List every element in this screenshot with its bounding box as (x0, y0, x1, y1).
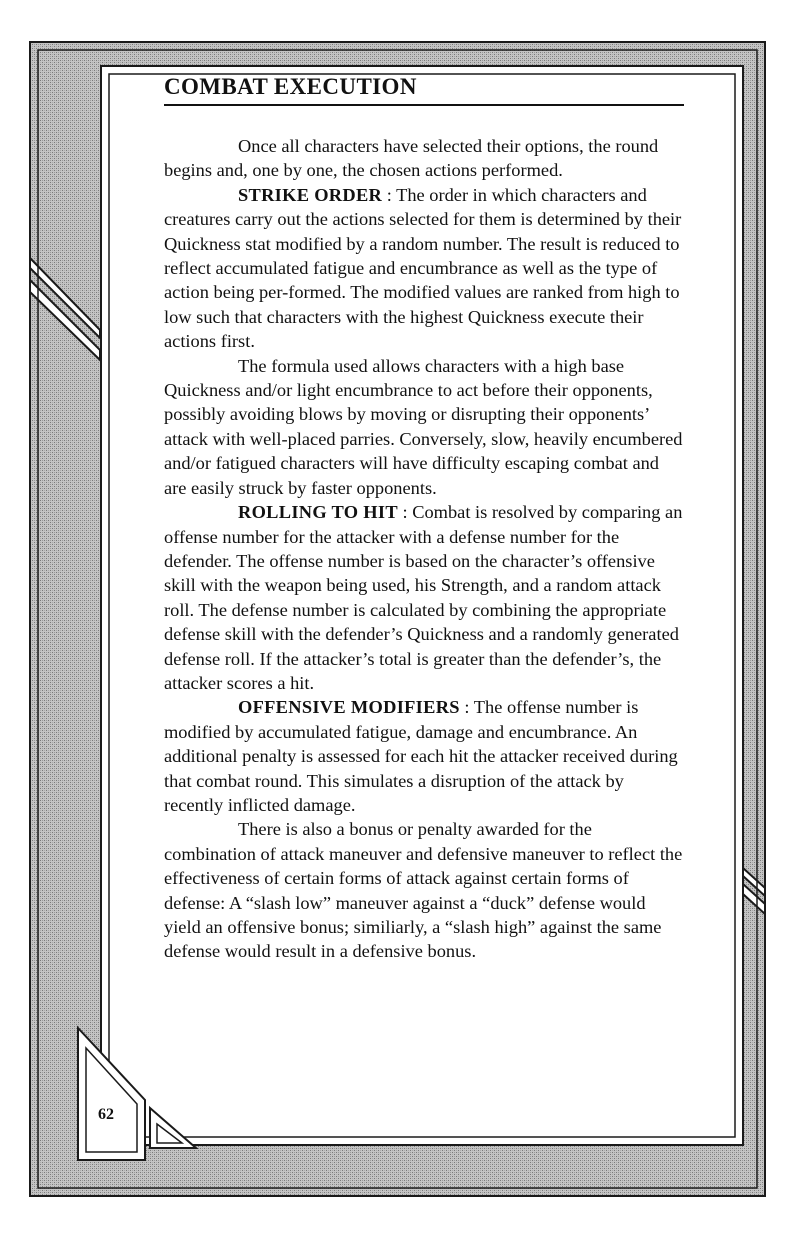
page-content (164, 72, 684, 964)
section-heading-offensive-modifiers: OFFENSIVE MODIFIERS (238, 697, 460, 718)
paragraph-text: : The order in which characters and creatures carry out the actions selected for them is determined by their Quickness stat modified by a random number. The result is reduced to reflect accumulated fatigue and encumbrance as well as the type of action being per-formed. The modified values are ranked from high to low such that characters with the highest Quickness execute their actions first. (164, 184, 682, 352)
paragraph-text: Once all characters have selected their options, the round begins and, one by one, the chosen actions performed. (164, 136, 659, 181)
body-text (164, 134, 684, 964)
paragraph-text: There is also a bonus or penalty awarded for the combination of attack maneuver and defensive maneuver to reflect the effectiveness of certain forms of attack against certain forms of defense: A “slash low” maneuver against a “duck” defense would yield an offensive bonus; similiarly, a “slash high” against the same defense would result in a defensive bonus. (164, 819, 683, 962)
paragraph-bonus-penalty (164, 817, 684, 963)
paragraph-formula (164, 354, 684, 500)
section-heading-strike-order: STRIKE ORDER (238, 184, 383, 205)
page-number: 62 (98, 1106, 114, 1123)
paragraph-text: The formula used allows characters with a high base Quickness and/or light encumbrance to act before their opponents, possibly avoiding blows by moving or disrupting their opponents’ attack with well-placed parries. Conversely, slow, heavily encumbered and/or fatigued characters will have difficulty escaping combat and are easily struck by faster opponents. (164, 355, 683, 498)
paragraph-text: : The offense number is modified by accumulated fatigue, damage and encumbrance. An additional penalty is assessed for each hit the attacker received during that combat round. This simulates a disruption of the attack by recently inflicted damage. (164, 697, 678, 815)
paragraph-offensive-modifiers (164, 695, 684, 817)
section-heading-rolling-to-hit: ROLLING TO HIT (238, 502, 398, 523)
page-title: COMBAT EXECUTION (164, 72, 684, 106)
paragraph-intro (164, 134, 684, 183)
paragraph-strike-order (164, 183, 684, 354)
paragraph-text: : Combat is resolved by comparing an offense number for the attacker with a defense number for the defender. The offense number is based on the character’s offensive skill with the weapon being used, his Strength, and a random attack roll. The defense number is calculated by combining the appropriate defense skill with the defender’s Quickness and a randomly generated defense roll. If the attacker’s total is greater than the defender’s, the attacker scores a hit. (164, 502, 683, 693)
paragraph-rolling-to-hit (164, 500, 684, 695)
